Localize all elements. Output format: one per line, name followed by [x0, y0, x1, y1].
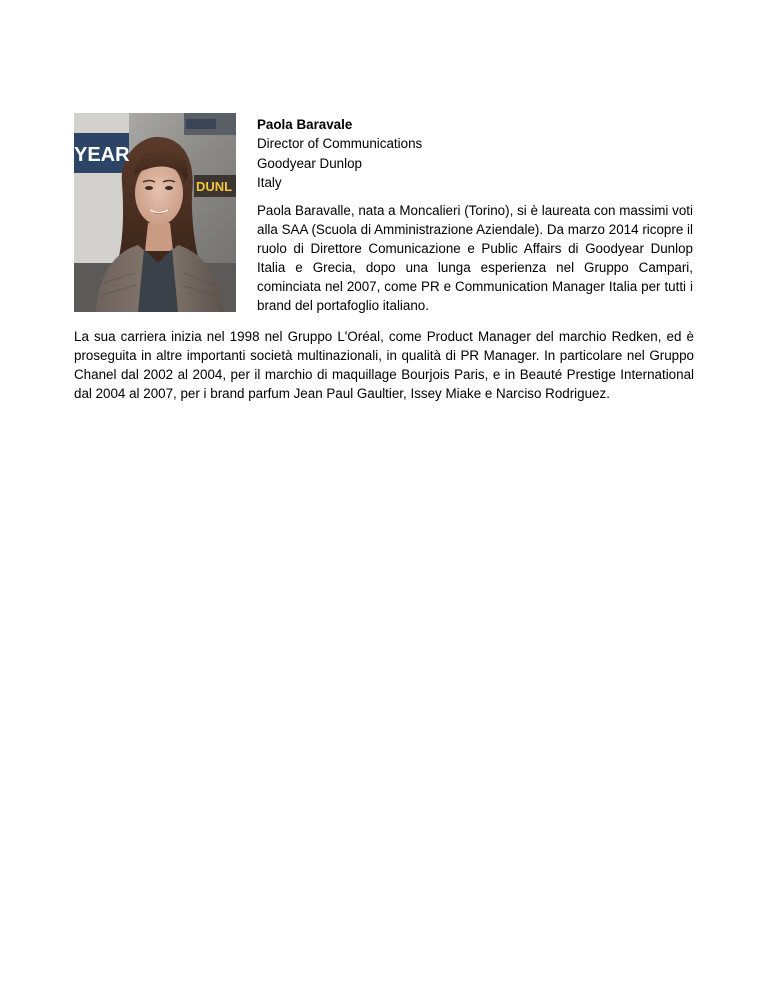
bio-career-paragraph: La sua carriera inizia nel 1998 nel Gruppo L'Oréal, come Product Manager del marchio Redken, ed è proseguita in altre importanti società multinazionali, in qualità di PR Manager. In particolare nel Gruppo Chanel dal 2002 al 2004, per il marchio di maquillage Bourjois Paris, e in Beauté Prestige International dal 2004 al 2007, per i brand parfum Jean Paul Gaultier, Issey Miake e Narciso Rodriguez. [74, 329, 694, 402]
profile-country: Italy [257, 174, 282, 190]
profile-photo [74, 113, 236, 312]
profile-header [257, 115, 693, 192]
profile-title: Director of Communications [257, 136, 423, 152]
photo-signage-left: YEAR [74, 144, 130, 166]
portrait-photo-icon [74, 113, 236, 312]
bio-intro-paragraph: Paola Baravalle, nata a Moncalieri (Torino), si è laureata con massimi voti alla SAA (Scuola di Amministrazione Aziendale). Da marzo 2014 ricopre il ruolo di Direttore Comunicazione e Public Affairs di Goodyear Dunlop Italia e Grecia, dopo una lunga esperienza nel Gruppo Campari, cominciata nel 2007, come PR e Communication Manager Italia per tutti i brand del portafoglio italiano. [257, 203, 693, 314]
profile-name: Paola Baravale [257, 117, 353, 132]
profile-company: Goodyear Dunlop [257, 155, 362, 171]
photo-signage-right: DUNL [196, 179, 233, 194]
